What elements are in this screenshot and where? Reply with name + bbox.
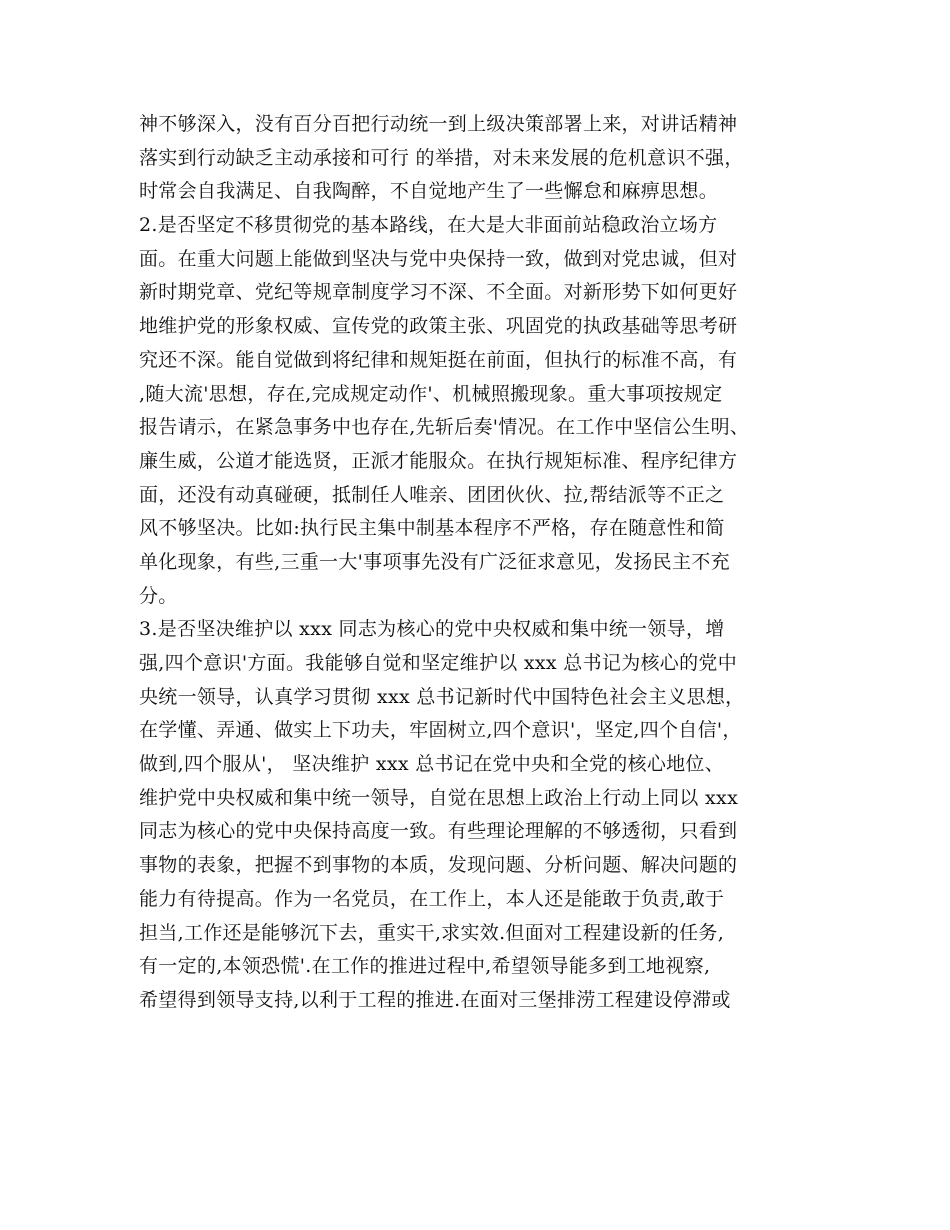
text-line: 强,四个意识'方面。我能够自觉和坚定维护以 xxx 总书记为核心的党中 xyxy=(139,652,737,674)
text-line: 央统一领导，认真学习贯彻 xxx 总书记新时代中国特色社会主义思想， xyxy=(139,685,745,708)
text-line: 同志为核心的党中央保持高度一致。有些理论理解的不够透彻，只看到 xyxy=(139,820,738,843)
text-line: 担当,工作还是能够沉下去，重实干,求实效.但面对工程建设新的任务, xyxy=(139,921,725,944)
text-line: 风不够坚决。比如:执行民主集中制基本程序不严格，存在随意性和简 xyxy=(139,517,725,540)
text-line: 做到,四个服从'， 坚决维护 xxx 总书记在党中央和全党的核心地位、 xyxy=(139,753,725,776)
text-line: 面，还没有动真碰硬，抵制任人唯亲、团团伙伙、拉,帮结派等不正之 xyxy=(139,483,725,506)
text-line: 希望得到领导支持,以利于工程的推进.在面对三堡排涝工程建设停滞或 xyxy=(139,988,731,1011)
text-line: ,随大流'思想，存在,完成规定动作'、机械照搬现象。重大事项按规定 xyxy=(139,382,723,405)
text-line: 落实到行动缺乏主动承接和可行 的举措，对未来发展的危机意识不强， xyxy=(139,146,744,169)
text-line: 神不够深入，没有百分百把行动统一到上级决策部署上来，对讲话精神 xyxy=(139,113,738,135)
text-line: 单化现象，有些,三重一大'事项事先没有广泛征求意见，发扬民主不充 xyxy=(139,550,730,573)
text-line: 地维护党的形象权威、宣传党的政策主张、巩固党的执政基础等思考研 xyxy=(139,315,738,338)
text-line: 报告请示，在紧急事务中也存在,先斩后奏'情况。在工作中坚信公生明、 xyxy=(139,416,750,439)
text-line: 有一定的,本领恐慌'.在工作的推进过程中,希望领导能多到工地视察, xyxy=(139,955,711,978)
text-line: 究还不深。能自觉做到将纪律和规矩挺在前面，但执行的标准不高，有 xyxy=(139,348,738,371)
text-line: 在学懂、弄通、做实上下功夫，牢固树立,四个意识'，坚定,四个自信'， xyxy=(139,719,742,742)
text-line: 面。在重大问题上能做到坚决与党中央保持一致，做到对党忠诚，但对 xyxy=(139,247,738,270)
document-body xyxy=(139,108,819,1018)
text-line: 维护党中央权威和集中统一领导，自觉在思想上政治上行动上同以 xxx xyxy=(139,786,739,809)
text-line: 分。 xyxy=(139,584,178,607)
text-line: 3.是否坚决维护以 xxx 同志为核心的党中央权威和集中统一领导，增 xyxy=(139,618,725,641)
text-line: 时常会自我满足、自我陶醉，不自觉地产生了一些懈怠和麻痹思想。 xyxy=(139,180,719,203)
text-line: 新时期党章、党纪等规章制度学习不深、不全面。对新形势下如何更好 xyxy=(139,281,738,304)
text-line: 能力有待提高。作为一名党员，在工作上，本人还是能敢于负责,敢于 xyxy=(139,887,725,910)
text-line: 2.是否坚定不移贯彻党的基本路线，在大是大非面前站稳政治立场方 xyxy=(139,214,718,237)
text-line: 事物的表象，把握不到事物的本质，发现问题、分析问题、解决问题的 xyxy=(139,854,738,877)
text-line: 廉生威，公道才能选贤，正派才能服众。在执行规矩标准、程序纪律方 xyxy=(139,449,738,472)
